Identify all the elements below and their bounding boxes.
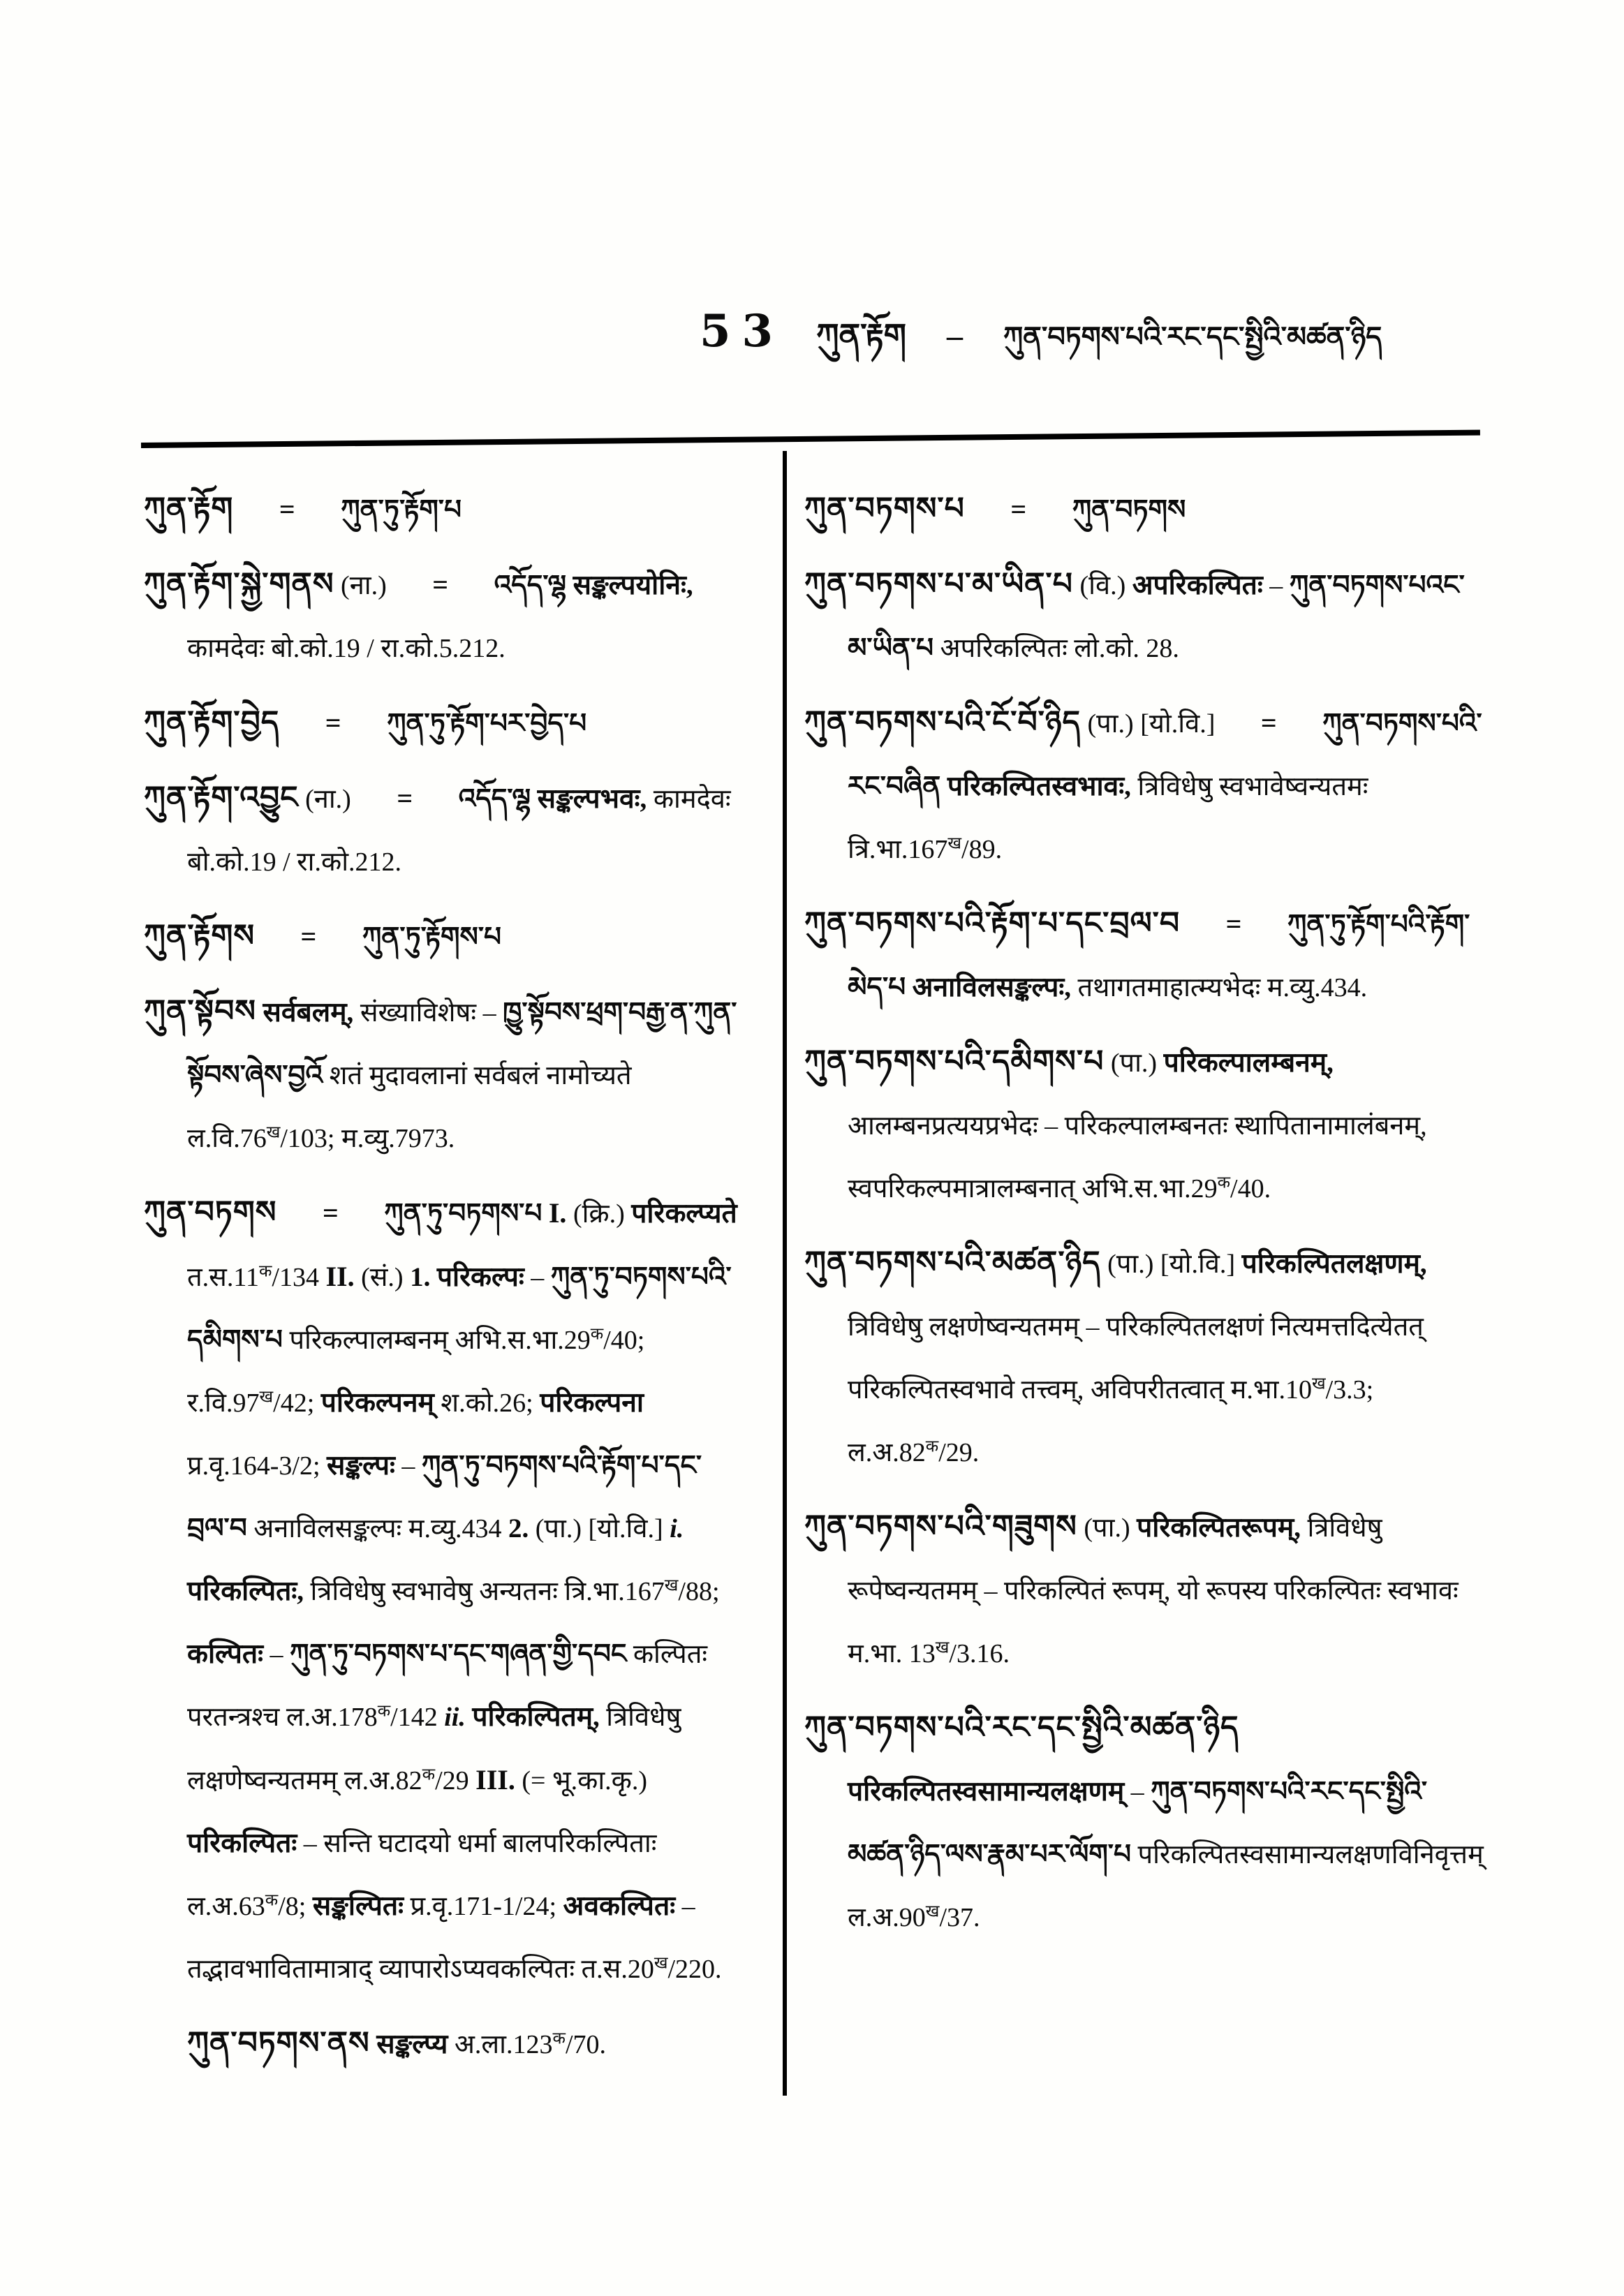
entry-text-segment: बो.को.19 / रा.को.5.212.	[271, 634, 505, 663]
folio-side-superscript: क	[925, 1437, 939, 1456]
left-column	[144, 477, 741, 2087]
entry-text-segment: /134	[272, 1263, 319, 1292]
entry-text-segment: कल्पितः परतन्त्रश्च	[187, 1640, 708, 1732]
entry-text-segment: =	[322, 1197, 339, 1229]
entry-text-segment: –	[482, 998, 496, 1028]
page-header	[700, 300, 1382, 390]
folio-side-superscript: क	[377, 1702, 391, 1721]
entry-text-segment: /8;	[278, 1892, 307, 1921]
running-head-last-entry: ཀུན་བཏགས་པའི་རང་དང་སྤྱིའི་མཚན་ཉིད	[1003, 321, 1382, 353]
entry-text-segment: अवकल्पितः	[563, 1891, 676, 1921]
entry-text-segment: /40;	[603, 1326, 645, 1355]
entry-text-segment: /40.	[1230, 1174, 1271, 1203]
entry-text-segment: ཀུན་ཏུ་རྟོག་པའི་རྟོག་མེད་པ	[848, 909, 1470, 1003]
entry-text-segment: 1.	[410, 1262, 431, 1292]
entry-text-segment: ཀུན་བཏགས་པའང་མ་ཡིན་པ	[848, 570, 1465, 664]
dictionary-entry	[144, 766, 741, 894]
entry-text-segment: /42;	[273, 1388, 315, 1418]
folio-side-superscript: ख	[1311, 1375, 1326, 1393]
entry-text-segment: त.स.11	[187, 1263, 259, 1292]
entry-text-segment: (पा.)	[1087, 709, 1134, 739]
entry-text-segment: र.वि.97	[187, 1388, 260, 1418]
entry-headword: ཀུན་བཏགས་པའི་རྟོག་པ་དང་བྲལ་བ	[804, 905, 1181, 941]
dictionary-entry	[144, 2012, 741, 2076]
entry-text-segment: –	[1044, 1111, 1058, 1141]
entry-text-segment: म.व्यु.434.	[1267, 973, 1368, 1002]
entry-text-segment: म.व्यु.434	[408, 1514, 502, 1543]
entry-text-segment: परिकल्पितः,	[187, 1576, 304, 1606]
folio-side-superscript: ख	[947, 834, 962, 853]
entry-text-segment: प्र.वृ.171-1/24;	[410, 1892, 557, 1921]
dictionary-entry	[144, 905, 741, 969]
entry-text-segment: परिकल्पनम्	[320, 1388, 434, 1418]
folio-side-superscript: क	[590, 1325, 604, 1344]
folio-side-superscript: क	[265, 1891, 279, 1910]
entry-text-segment: [यो.वि.]	[588, 1514, 663, 1543]
entry-text-segment: त्रिविधेषु लक्षणेष्वन्यतमम्	[848, 1312, 1079, 1342]
entry-text-segment: –	[270, 1640, 283, 1669]
dictionary-entry	[804, 691, 1489, 881]
right-column	[804, 477, 1489, 1960]
entry-headword: ཀུན་བཏགས་པའི་རང་དང་སྤྱིའི་མཚན་ཉིད	[804, 1710, 1239, 1745]
entry-headword: ཀུན་བཏགས་པའི་མཚན་ཉིད	[804, 1245, 1101, 1280]
entry-headword: ཀུན་རྟོག་བྱེད	[144, 704, 280, 740]
entry-text-segment: त्रिविधेषु स्वभावेष्वन्यतमः	[1137, 772, 1368, 801]
dictionary-entry	[804, 553, 1489, 680]
entry-headword: ཀུན་བཏགས་པའི་གཟུགས	[804, 1509, 1077, 1544]
dictionary-entry	[804, 1231, 1489, 1484]
entry-text-segment: –	[1130, 1777, 1144, 1807]
dictionary-entry	[144, 553, 741, 680]
entry-text-segment: /29	[435, 1766, 469, 1795]
entry-text-segment: सङ्कल्पयोनिः,	[573, 570, 693, 600]
entry-text-segment: /103;	[280, 1124, 335, 1153]
dictionary-entry	[804, 1495, 1489, 1685]
entry-text-segment: /3.3;	[1325, 1375, 1374, 1405]
entry-text-segment: त्रिविधेषु लक्षणेष्वन्यतमम्	[187, 1703, 681, 1795]
entry-text-segment: अपरिकल्पितः	[1132, 570, 1263, 600]
entry-text-segment: ཀུན་ཏུ་བཏགས་པ	[384, 1198, 542, 1229]
entry-text-segment: (ना.)	[305, 785, 351, 814]
entry-text-segment: III.	[475, 1764, 515, 1795]
column-divider	[783, 451, 787, 2096]
entry-text-segment: अनाविलसङ्कल्पः,	[912, 972, 1071, 1002]
entry-text-segment: परिकल्पितलक्षणम्,	[1241, 1249, 1427, 1279]
dictionary-entry	[804, 892, 1489, 1019]
entry-text-segment: –	[531, 1263, 545, 1292]
entry-text-segment: =	[300, 921, 317, 952]
dictionary-entry	[804, 1696, 1489, 1949]
entry-text-segment: /88;	[678, 1577, 720, 1606]
entry-text-segment: (पा.)	[1107, 1250, 1154, 1279]
entry-text-segment: –	[1269, 571, 1283, 600]
entry-text-segment: ཀུན་ཏུ་བཏགས་པ་དང་གཞན་གྱི་དབང	[290, 1638, 627, 1670]
entry-headword: ཀུན་རྟོག་འབྱུང	[144, 780, 299, 815]
entry-text-segment: अविपरीतत्वात्	[1090, 1375, 1225, 1405]
entry-text-segment: (= भू.का.कृ.)	[522, 1766, 648, 1795]
entry-text-segment: त्रिविधेषु स्वभावेषु अन्यतनः	[310, 1577, 558, 1606]
entry-text-segment: म.भा. 13	[848, 1639, 936, 1668]
entry-text-segment: बो.को.19 / रा.को.212.	[187, 847, 402, 877]
entry-text-segment: कामदेवः	[187, 634, 265, 663]
folio-side-superscript: ख	[259, 1388, 274, 1407]
entry-text-segment: འདོད་ལྷ	[494, 570, 567, 601]
entry-text-segment: परिकल्पितस्वसामान्यलक्षणविनिवृत्तम्	[1137, 1840, 1484, 1869]
folio-side-superscript: ख	[664, 1576, 679, 1595]
entry-text-segment: [यो.वि.]	[1140, 709, 1216, 739]
entry-text-segment: म.भा.10	[1230, 1375, 1312, 1405]
header-rule	[141, 430, 1480, 448]
entry-text-segment: (सं.)	[361, 1263, 404, 1292]
entry-text-segment: ल.अ.90	[848, 1903, 926, 1932]
entry-text-segment: परिकल्पितस्वसामान्यलक्षणम्	[848, 1777, 1125, 1807]
entry-text-segment: –	[401, 1451, 415, 1481]
entry-text-segment: =	[1260, 707, 1277, 739]
entry-text-segment: ཁྱུ་སྟོབས་ཕྲག་བརྒྱ་ན་ཀུན་སྟོབས་ཞེས་བྱའོ	[187, 997, 737, 1091]
entry-headword: ཀུན་བཏགས་པའི་ངོ་བོ་ཉིད	[804, 704, 1081, 740]
entry-text-segment: कल्पितः	[187, 1639, 264, 1669]
entry-text-segment: परिकल्पितम्,	[472, 1702, 600, 1732]
entry-text-segment: ल.अ.82	[848, 1438, 926, 1467]
entry-text-segment: /29.	[938, 1438, 980, 1467]
running-head-first-entry: ཀུན་རྟོག	[816, 316, 907, 354]
entry-headword: ཀུན་རྟོགས	[144, 918, 256, 954]
entry-text-segment: स्वपरिकल्पमात्रालम्बनात्	[848, 1174, 1075, 1203]
entry-text-segment: =	[432, 569, 449, 600]
entry-text-segment: ल.अ.63	[187, 1892, 265, 1921]
entry-text-segment: अभि.स.भा.29	[1082, 1174, 1218, 1203]
entry-text-segment: परिकल्पालम्बनतः स्थापितानामालंबनम्,	[1064, 1111, 1427, 1141]
entry-text-segment: सङ्कल्पभवः,	[537, 784, 647, 814]
dictionary-entry	[144, 1181, 741, 2001]
entry-text-segment: श.को.26;	[441, 1388, 533, 1418]
entry-text-segment: अनाविलसङ्कल्पः	[253, 1514, 402, 1543]
entry-text-segment: =	[1010, 494, 1027, 525]
entry-text-segment: अपरिकल्पितः	[940, 634, 1068, 663]
dictionary-entry	[144, 691, 741, 755]
entry-text-segment: ཀུན་ཏུ་བཏགས་པའི་དམིགས་པ	[187, 1261, 732, 1356]
entry-text-segment: सङ्कल्प्य	[376, 2029, 448, 2059]
entry-text-segment: ल.वि.76	[187, 1124, 267, 1153]
entry-text-segment: /142	[390, 1703, 438, 1732]
page-number: 53	[700, 305, 785, 357]
entry-text-segment: I.	[548, 1197, 567, 1229]
entry-text-segment: /220.	[667, 1955, 722, 1984]
entry-text-segment: अ.ला.123	[454, 2030, 553, 2059]
entry-text-segment: ཀུན་ཏུ་རྟོགས་པ	[362, 921, 502, 953]
dictionary-entry	[804, 477, 1489, 542]
entry-text-segment: लो.को. 28.	[1074, 634, 1179, 663]
entry-text-segment: त.स.20	[581, 1955, 654, 1984]
entry-text-segment: ल.अ.178	[286, 1703, 378, 1732]
entry-text-segment: परिकल्पितं रूपम्, यो रूपस्य परिकल्पितः स्वभावः	[1003, 1576, 1459, 1606]
entry-text-segment: (क्रि.)	[573, 1199, 625, 1229]
dictionary-entry	[804, 1030, 1489, 1220]
entry-headword: ཀུན་རྟོག་སྐྱེ་གནས	[144, 566, 334, 602]
entry-text-segment: परिकल्पालम्बनम्,	[1163, 1048, 1334, 1078]
entry-text-segment: परिकल्पितः	[187, 1828, 297, 1858]
entry-text-segment: ཀུན་ཏུ་རྟོག་པར་བྱེད་པ	[387, 708, 587, 739]
folio-side-superscript: ख	[925, 1902, 940, 1921]
entry-headword: ཀུན་བཏགས་པ་མ་ཡིན་པ	[804, 566, 1073, 602]
entry-text-segment: i.	[670, 1514, 684, 1543]
entry-text-segment: (पा.)	[535, 1514, 582, 1543]
entry-text-segment: ཀུན་བཏགས་པའི་རང་བཞིན	[848, 708, 1482, 802]
entry-text-segment: शतं मुदावलानां सर्वबलं नामोच्यते	[329, 1061, 632, 1090]
entry-text-segment: आलम्बनप्रत्ययप्रभेदः	[848, 1111, 1038, 1141]
entry-text-segment: त्रि.भा.167	[848, 835, 948, 864]
entry-text-segment: ཀུན་ཏུ་རྟོག་པ	[341, 494, 462, 526]
entry-text-segment: त्रि.भा.167	[564, 1577, 665, 1606]
entry-text-segment: तद्भावभावितामात्राद् व्यापारोऽप्यवकल्पितः	[187, 1955, 575, 1984]
entry-headword: ཀུན་བཏགས	[144, 1194, 277, 1230]
dictionary-entry	[144, 980, 741, 1170]
entry-text-segment: =	[279, 494, 295, 525]
entry-text-segment: परिकल्पना	[540, 1388, 644, 1418]
entry-text-segment: 2.	[508, 1513, 529, 1543]
entry-text-segment: परिकल्प्यते	[631, 1199, 737, 1229]
entry-text-segment: =	[1225, 908, 1242, 940]
entry-text-segment: सङ्कल्पितः	[312, 1891, 404, 1921]
entry-text-segment: अभि.स.भा.29	[455, 1326, 591, 1355]
folio-side-superscript: ख	[935, 1638, 950, 1657]
entry-headword: ཀུན་བཏགས་པའི་དམིགས་པ	[804, 1044, 1105, 1079]
entry-text-segment: (ना.)	[341, 571, 387, 600]
entry-text-segment: =	[325, 707, 341, 739]
folio-side-superscript: ख	[654, 1954, 668, 1973]
entry-text-segment: परिकल्पः	[436, 1262, 524, 1292]
entry-text-segment: ཀུན་ཏུ་བཏགས་པའི་རྟོག་པ་དང་བྲལ་བ	[187, 1450, 702, 1544]
entry-text-segment: सन्ति घटादयो धर्मा बालपरिकल्पिताः	[323, 1829, 657, 1858]
entry-text-segment: /89.	[961, 835, 1003, 864]
folio-side-superscript: क	[1217, 1173, 1231, 1192]
entry-headword: ཀུན་བཏགས་ནས	[187, 2025, 370, 2061]
dictionary-entry	[144, 477, 741, 542]
entry-text-segment: परिकल्पितरूपम्,	[1137, 1513, 1301, 1543]
entry-text-segment: –	[1086, 1312, 1100, 1342]
entry-text-segment: सर्वबलम्,	[263, 998, 354, 1028]
entry-text-segment: II.	[325, 1261, 355, 1292]
running-head-dash: –	[947, 318, 964, 353]
entry-text-segment: འདོད་ལྷ	[458, 783, 531, 815]
entry-text-segment: –	[984, 1576, 998, 1606]
folio-side-superscript: क	[552, 2029, 566, 2048]
entry-text-segment: (वि.)	[1079, 571, 1126, 600]
folio-side-superscript: क	[422, 1765, 436, 1784]
entry-text-segment: /70.	[565, 2030, 607, 2059]
folio-side-superscript: क	[258, 1262, 272, 1281]
entry-text-segment: /3.16.	[949, 1639, 1010, 1668]
entry-headword: ཀུན་སྟོབས	[144, 993, 256, 1029]
entry-text-segment: –	[303, 1829, 317, 1858]
entry-text-segment: परिकल्पितस्वभावः,	[947, 771, 1131, 801]
entry-headword: ཀུན་རྟོག	[144, 491, 234, 526]
entry-text-segment: परिकल्पालम्बनम्	[289, 1326, 448, 1355]
entry-text-segment: =	[397, 783, 413, 814]
entry-text-segment: तथागतमाहात्म्यभेदः	[1077, 973, 1261, 1002]
entry-headword: ཀུན་བཏགས་པ	[804, 491, 965, 526]
entry-text-segment: ii.	[444, 1703, 466, 1732]
entry-text-segment: (पा.)	[1084, 1513, 1130, 1543]
entry-text-segment: ཀུན་བཏགས	[1072, 494, 1186, 526]
entry-text-segment: प्र.वृ.164-3/2;	[187, 1451, 320, 1481]
entry-text-segment: [यो.वि.]	[1160, 1250, 1236, 1279]
entry-text-segment: परिकल्पितलक्षणं नित्यमत्तदित्येतत् परिकल्पितस्वभावे तत्त्वम्,	[848, 1312, 1424, 1405]
entry-text-segment: –	[681, 1892, 695, 1921]
entry-text-segment: ल.अ.82	[344, 1766, 422, 1795]
entry-text-segment: /37.	[939, 1903, 980, 1932]
entry-text-segment: कामदेवः	[653, 785, 731, 814]
entry-text-segment: त्रिविधेषु रूपेष्वन्यतमम्	[848, 1513, 1382, 1606]
entry-text-segment: संख्याविशेषः	[360, 998, 477, 1028]
entry-text-segment: ཀུན་བཏགས་པའི་རང་དང་སྤྱིའི་མཚན་ཉིད་ལས་རྣམ་པར་ལོག་པ	[848, 1776, 1428, 1870]
entry-text-segment: (पा.)	[1110, 1049, 1158, 1078]
entry-text-segment: म.व्यु.7973.	[341, 1124, 455, 1153]
folio-side-superscript: ख	[266, 1123, 281, 1142]
entry-text-segment: सङ्कल्पः	[327, 1451, 395, 1481]
